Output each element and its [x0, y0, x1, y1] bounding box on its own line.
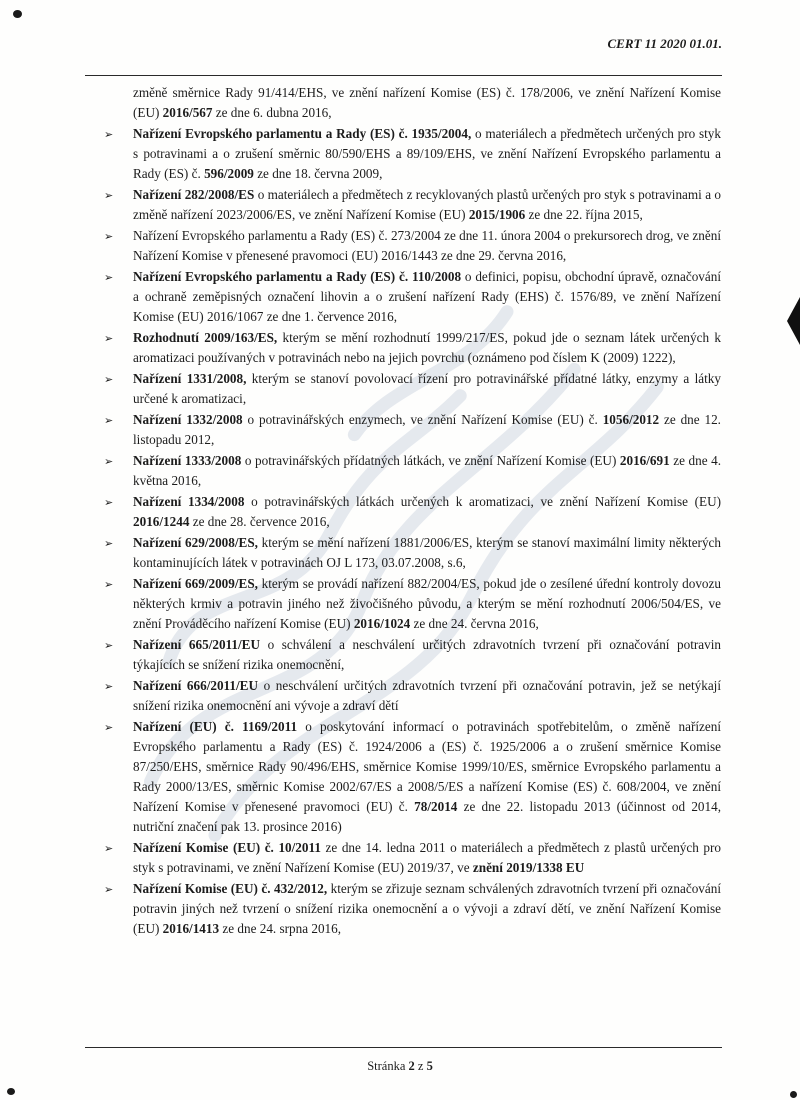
text: o potravinářských přídatných látkách, ve znění Nařízení Komise (EU): [241, 453, 620, 468]
regulation-text: [133, 187, 721, 222]
bold-text: 5: [426, 1059, 433, 1073]
text: ze dne 18. června 2009,: [253, 166, 383, 181]
text: kterým se mění nařízení 1881/2006/ES, kterým se stanoví maximální limity některých kontaminujících látek v potravinách OJ L 173, 03.07.2008, s.6,: [133, 535, 721, 570]
text: ze dne 24. srpna 2016,: [219, 921, 342, 936]
text: změně směrnice Rady 91/414/EHS, ve znění nařízení Komise (ES) č. 178/2006, ve znění Nařízení Komise (EU): [133, 85, 721, 120]
bold-text: 2016/1244: [133, 514, 190, 529]
bold-text: Nařízení 666/2011/EU: [133, 678, 258, 693]
continuation-paragraph: [133, 83, 721, 123]
arrow-bullet-icon: ➢: [104, 884, 114, 896]
text: z: [414, 1059, 427, 1073]
regulation-text: [133, 453, 721, 488]
arrow-bullet-icon: ➢: [104, 722, 114, 734]
text: ze dne 24. června 2016,: [410, 616, 539, 631]
regulation-text: [133, 228, 721, 263]
regulation-item: [104, 533, 721, 573]
text: ze dne 14. ledna 2011 o materiálech a předmětech z plastů určených pro styk s potravinami, ve znění Nařízení Komise (EU) 2019/37, ve: [133, 840, 721, 875]
header-rule: [85, 75, 722, 76]
bold-text: 2015/1906: [468, 207, 526, 222]
regulation-text: [133, 576, 721, 631]
regulation-item: [104, 267, 721, 327]
regulation-item: [104, 410, 721, 450]
text: Nařízení Evropského parlamentu a Rady (ES) č. 273/2004 ze dne 11. února 2004 o prekursorech drog, ve znění Nařízení Komise v přenesené pravomoci (EU) 2016/1443 ze dne 29. června 2016,: [133, 228, 721, 263]
text: o poskytování informací o potravinách spotřebitelům, o změně nařízení Evropského parlamentu a Rady (ES) č. 1924/2006 a (ES) č. 1925/2006 a o zrušení směrnice Komise 87/250/EHS, směrnice Rady 90/496/EHS, směrnice Komise 1999/10/ES, směrnice Evropského parlamentu a Rady 2000/13/ES, směrnic Komise 2002/67/ES a 2008/5/ES a nařízení Komise (ES) č. 608/2004, ve znění Nařízení Komise v přenesené pravomoci (EU) č.: [133, 719, 721, 814]
arrow-bullet-icon: ➢: [104, 497, 114, 509]
regulation-item: [104, 574, 721, 634]
arrow-bullet-icon: ➢: [104, 681, 114, 693]
regulation-item: [104, 451, 721, 491]
bold-text: Nařízení Komise (EU) č. 432/2012,: [133, 881, 328, 896]
bold-text: Nařízení 282/2008/ES: [133, 187, 255, 202]
bold-text: 2016/691: [619, 453, 670, 468]
arrow-bullet-icon: ➢: [104, 231, 114, 243]
regulation-text: [133, 840, 721, 875]
arrow-bullet-icon: ➢: [104, 333, 114, 345]
bold-text: 596/2009: [204, 166, 254, 181]
bold-text: Nařízení Evropského parlamentu a Rady (ES) č. 1935/2004,: [133, 126, 472, 141]
bold-text: 2016/1024: [353, 616, 411, 631]
text: Stránka: [367, 1059, 409, 1073]
regulation-text: [133, 719, 721, 834]
scan-artifact: [787, 297, 800, 345]
bold-text: Rozhodnutí 2009/163/ES,: [133, 330, 278, 345]
bold-text: 78/2014: [414, 799, 458, 814]
text: ze dne 12. listopadu 2012,: [133, 412, 721, 447]
text: kterým se mění rozhodnutí 1999/217/ES, pokud jde o seznam látek určených k aromatizaci používaných v potravinách nebo na jejich povrchu (oznámeno pod číslem K (2009) 1222),: [133, 330, 721, 365]
regulation-item: [104, 124, 721, 184]
regulation-text: [133, 535, 721, 570]
arrow-bullet-icon: ➢: [104, 129, 114, 141]
regulation-item: [104, 369, 721, 409]
arrow-bullet-icon: ➢: [104, 374, 114, 386]
arrow-bullet-icon: ➢: [104, 640, 114, 652]
arrow-bullet-icon: ➢: [104, 190, 114, 202]
regulation-text: [133, 637, 721, 672]
scan-artifact: [13, 10, 22, 18]
regulation-text: [133, 269, 721, 324]
bold-text: Nařízení 629/2008/ES,: [133, 535, 258, 550]
bold-text: Nařízení Evropského parlamentu a Rady (ES) č. 110/2008: [133, 269, 462, 284]
text: o schválení a neschválení určitých zdravotních tvrzení při označování potravin týkajících se snížení rizika onemocnění,: [133, 637, 721, 672]
text: ze dne 22. října 2015,: [525, 207, 643, 222]
regulation-text: [133, 494, 721, 529]
text: ze dne 22. listopadu 2013 (účinnost od 2014, nutriční značení pak 13. prosince 2016): [133, 799, 722, 834]
arrow-bullet-icon: ➢: [104, 415, 114, 427]
bold-text: Nařízení 1333/2008: [133, 453, 242, 468]
text: o potravinářských enzymech, ve znění Nařízení Komise (EU) č.: [242, 412, 603, 427]
regulation-text: [133, 330, 721, 365]
page-number: [0, 1059, 800, 1074]
arrow-bullet-icon: ➢: [104, 579, 114, 591]
text: o materiálech a předmětech určených pro styk s potravinami a o zrušení směrnic 80/590/EHS a 89/109/EHS, ve znění Nařízení Evropského parlamentu a Rady (ES) č.: [133, 126, 721, 181]
bold-text: 1056/2012: [602, 412, 660, 427]
arrow-bullet-icon: ➢: [104, 538, 114, 550]
scan-artifact: [7, 1088, 15, 1095]
regulation-item: [104, 328, 721, 368]
text: o materiálech a předmětech z recyklovaných plastů určených pro styk s potravinami a o změně nařízení 2023/2006/ES, ve znění Nařízení Komise (EU): [133, 187, 721, 222]
regulation-item: [104, 838, 721, 878]
text: o definici, popisu, obchodní úpravě, označování a ochraně zeměpisných označení lihovin a o zrušení nařízení Rady (EHS) č. 1576/89, ve znění Nařízení Komise (EU) 2016/1067 ze dne 1. července 2016,: [133, 269, 721, 324]
regulation-item: [104, 676, 722, 716]
doc-reference: CERT 11 2020 01.01.: [607, 36, 722, 51]
bold-text: znění 2019/1338 EU: [472, 860, 585, 875]
text: kterým se stanoví povolovací řízení pro potravinářské přídatné látky, enzymy a látky určené k aromatizaci,: [133, 371, 721, 406]
bold-text: 2016/567: [162, 105, 213, 120]
regulation-list: [104, 124, 722, 939]
bold-text: Nařízení 1331/2008,: [133, 371, 247, 386]
text: kterým se zřizuje seznam schválených zdravotních tvrzení při označování potravin jiných než tvrzení o snížení rizika onemocnění a o vývoji a zdraví dětí, ve znění Nařízení Komise (EU): [133, 881, 721, 936]
bold-text: Nařízení 665/2011/EU: [133, 637, 260, 652]
bold-text: Nařízení 1332/2008: [133, 412, 243, 427]
document-body: [104, 83, 722, 940]
regulation-item: [104, 717, 722, 837]
text: ze dne 28. července 2016,: [189, 514, 330, 529]
regulation-text: [133, 126, 721, 181]
text: o potravinářských látkách určených k aromatizaci, ve znění Nařízení Komise (EU): [244, 494, 721, 509]
regulation-item: [104, 879, 721, 939]
bold-text: Nařízení 669/2009/ES,: [133, 576, 258, 591]
regulation-text: [133, 412, 721, 447]
regulation-item: [104, 226, 721, 266]
text: ze dne 6. dubna 2016,: [212, 105, 332, 120]
regulation-item: [104, 635, 721, 675]
text: o neschválení určitých zdravotních tvrzení při označování potravin, jež se netýkají snížení rizika onemocnění ani vývoje a zdraví dětí: [133, 678, 722, 713]
bold-text: 2: [408, 1059, 415, 1073]
arrow-bullet-icon: ➢: [104, 843, 114, 855]
footer-rule: [85, 1047, 722, 1048]
text: ze dne 4. května 2016,: [133, 453, 721, 488]
bold-text: Nařízení Komise (EU) č. 10/2011: [133, 840, 321, 855]
arrow-bullet-icon: ➢: [104, 456, 114, 468]
regulation-text: [133, 678, 721, 713]
regulation-item: [104, 492, 721, 532]
regulation-text: [133, 881, 721, 936]
text: kterým se provádí nařízení 882/2004/ES, pokud jde o zesílené úřední kontroly dovozu některých krmiv a potravin jiného než živočišného původu, a kterým se mění rozhodnutí 2006/504/ES, ve znění Prováděcího nařízení Komise (EU): [133, 576, 721, 631]
regulation-item: [104, 185, 721, 225]
regulation-text: [133, 371, 721, 406]
bold-text: Nařízení 1334/2008: [133, 494, 245, 509]
scan-artifact: [790, 1091, 797, 1098]
bold-text: Nařízení (EU) č. 1169/2011: [133, 719, 298, 734]
arrow-bullet-icon: ➢: [104, 272, 114, 284]
bold-text: 2016/1413: [162, 921, 220, 936]
